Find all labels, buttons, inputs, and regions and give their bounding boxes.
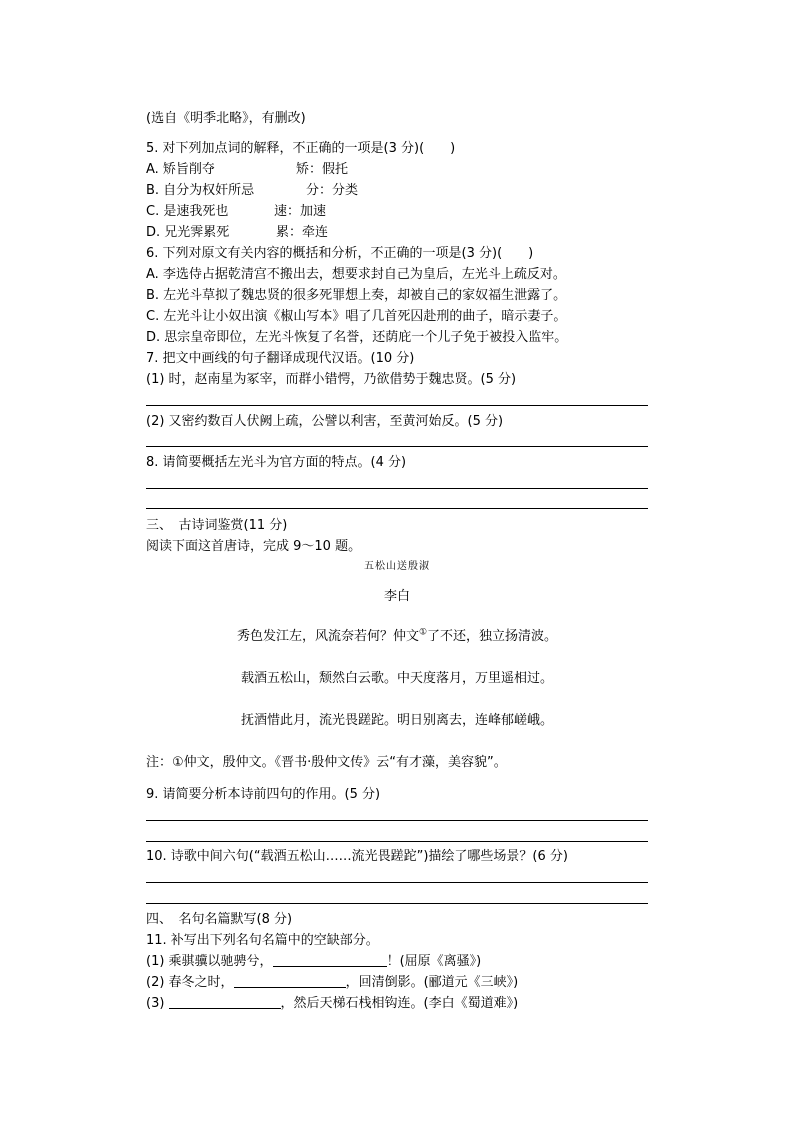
section3-intro: 阅读下面这首唐诗，完成 9～10 题。 <box>146 539 362 554</box>
poem-title: 五松山送殷淑 <box>364 561 430 572</box>
option-gloss: 速：加速 <box>274 204 327 219</box>
q6-option-a: A. 李选侍占据乾清宫不搬出去，想要求封自己为皇后，左光斗上疏反对。 <box>146 267 566 282</box>
q6-option-d: D. 思宗皇帝即位，左光斗恢复了名誉，还荫庇一个儿子免于被投入监牢。 <box>146 330 568 345</box>
poem-text: 秀色发江左，风流奈若何？仲文 <box>236 629 419 644</box>
option-term: A. 矫旨削夺 <box>146 162 215 177</box>
q6-option-c: C. 左光斗让小奴出演《椒山写本》唱了几首死囚赴刑的曲子，暗示妻子。 <box>146 309 567 324</box>
q10-stem: 10. 诗歌中间六句(“载酒五松山……流光畏蹉跎”)描绘了哪些场景？(6 分) <box>146 849 568 864</box>
fill-blank[interactable] <box>169 994 281 1009</box>
q7-stem: 7. 把文中画线的句子翻译成现代汉语。(10 分) <box>146 351 415 366</box>
item-prefix: (3) <box>146 996 169 1011</box>
q6-option-b: B. 左光斗草拟了魏忠贤的很多死罪想上奏，却被自己的家奴福生泄露了。 <box>146 288 567 303</box>
poem-line-2: 载酒五松山，颓然白云歌。中天度落月，万里遥相过。 <box>240 671 553 686</box>
q6-stem: 6. 下列对原文有关内容的概括和分析，不正确的一项是(3 分)( ) <box>146 246 534 261</box>
q5-option-a <box>146 159 348 180</box>
q11-item-2 <box>146 972 518 993</box>
q7-sub1: (1) 时，赵南星为冢宰，而群小错愕，乃欲借势于魏忠贤。(5 分) <box>146 372 517 387</box>
q11-item-1 <box>146 951 481 972</box>
item-suffix: ！(屈原《离骚》) <box>386 954 482 969</box>
item-suffix: ，回清倒影。(郦道元《三峡》) <box>345 975 519 990</box>
item-prefix: (1) 乘骐骥以驰骋兮， <box>146 954 273 969</box>
answer-line[interactable] <box>146 508 648 509</box>
poem-line-1 <box>146 626 648 647</box>
fill-blank[interactable] <box>273 952 387 967</box>
poem-author: 李白 <box>383 589 410 604</box>
answer-line[interactable] <box>146 488 648 489</box>
option-term: D. 兄光霁累死 <box>146 225 230 240</box>
q5-stem: 5. 对下列加点词的解释，不正确的一项是(3 分)( ) <box>146 141 456 156</box>
option-term: C. 是速我死也 <box>146 204 229 219</box>
poem-line-3: 抚酒惜此月，流光畏蹉跎。明日别离去，连峰郁嵯峨。 <box>240 713 553 728</box>
q11-item-3 <box>146 993 518 1014</box>
option-term: B. 自分为权奸所忌 <box>146 183 255 198</box>
q5-option-b <box>146 180 358 201</box>
answer-line[interactable] <box>146 841 648 842</box>
item-prefix: (2) 春冬之时， <box>146 975 234 990</box>
answer-line[interactable] <box>146 446 648 447</box>
option-gloss: 矫：假托 <box>296 162 349 177</box>
answer-line[interactable] <box>146 903 648 904</box>
poem-note: 注：①仲文，殷仲文。《晋书·殷仲文传》云“有才藻，美容貌”。 <box>146 755 507 770</box>
q9-stem: 9. 请简要分析本诗前四句的作用。(5 分) <box>146 787 381 802</box>
answer-line[interactable] <box>146 405 648 406</box>
answer-line[interactable] <box>146 820 648 821</box>
option-gloss: 分：分类 <box>306 183 359 198</box>
poem-text: 了不还，独立扬清波。 <box>427 629 558 644</box>
q7-sub2: (2) 又密约数百人伏阙上疏，公譬以利害，至黄河始反。(5 分) <box>146 414 504 429</box>
item-suffix: ，然后天梯石栈相钩连。(李白《蜀道难》) <box>280 996 519 1011</box>
section4-heading: 四、 名句名篇默写(8 分) <box>146 912 293 927</box>
footnote-marker: ① <box>418 627 428 638</box>
q5-option-d <box>146 222 328 243</box>
q11-stem: 11. 补写出下列名句名篇中的空缺部分。 <box>146 933 379 948</box>
answer-line[interactable] <box>146 882 648 883</box>
fill-blank[interactable] <box>234 973 346 988</box>
section3-heading: 三、 古诗词鉴赏(11 分) <box>146 518 288 533</box>
option-gloss: 累：牵连 <box>276 225 329 240</box>
q5-option-c <box>146 201 326 222</box>
source-note: (选自《明季北略》，有删改) <box>146 111 306 126</box>
q8-stem: 8. 请简要概括左光斗为官方面的特点。(4 分) <box>146 455 407 470</box>
